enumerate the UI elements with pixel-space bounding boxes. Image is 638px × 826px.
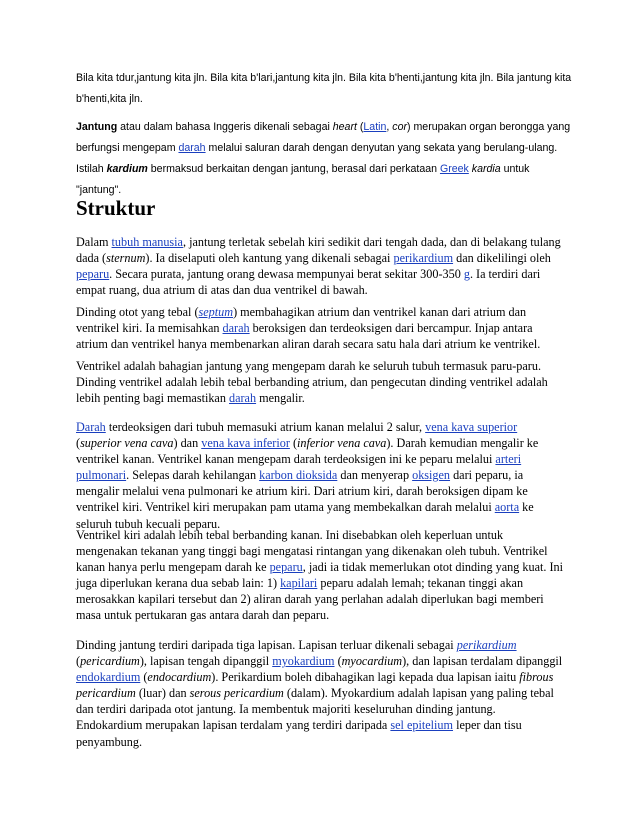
- text: ke seluruh tubuh kecuali peparu.: [76, 500, 534, 531]
- term-pericardium: pericardium: [80, 654, 140, 669]
- link-arteri-pulmonari[interactable]: arteri pulmonari: [76, 452, 522, 483]
- link-karbon-dioksida[interactable]: karbon dioksida: [259, 468, 338, 483]
- text: ) dan: [173, 436, 202, 451]
- link-peparu[interactable]: peparu: [269, 560, 303, 575]
- term-myocardium: myocardium: [341, 654, 403, 669]
- text: , jadi ia tidak memerlukan otot dinding yang kuat. Ini juga diperlukan kerana dua sebab lain: 1): [76, 560, 564, 591]
- link-latin[interactable]: Latin: [363, 121, 387, 133]
- link-darah[interactable]: darah: [222, 321, 250, 336]
- struktur-paragraph-6: [76, 637, 564, 750]
- link-vena-kava-superior[interactable]: vena kava superior: [425, 420, 518, 434]
- link-perikardium[interactable]: perikardium: [393, 251, 454, 266]
- intro-paragraph-1: [76, 68, 576, 110]
- term-heart: heart: [332, 121, 357, 133]
- term-endocardium: endocardium: [147, 670, 212, 685]
- text: dari peparu, ia mengalir melalui vena pulmonari ke atrium kiri. Dari atrium kiri, darah beroksigen dipam ke ventrikel kiri. Ventrikel kiri merupakan pam utama yang membekalkan darah melalui: [76, 468, 528, 515]
- text: peparu adalah lemah; tekanan tinggi akan merosakkan kapilari tersebut dan 2) aliran darah yang perlahan adalah diperlukan bagi memberi masa untuk pertukaran gas antara darah dan peparu.: [76, 576, 544, 623]
- text: ) merupakan organ berongga yang berfungsi mengepam: [76, 121, 571, 154]
- text: melalui saluran darah dengan denyutan yang sekata yang berulang-ulang. Istilah: [76, 142, 558, 175]
- text: ,: [386, 121, 393, 133]
- text: dan dikelilingi oleh: [453, 251, 551, 266]
- text: Dinding jantung terdiri daripada tiga lapisan. Lapisan terluar dikenali sebagai: [76, 638, 457, 652]
- text: (dalam). Myokardium adalah lapisan yang paling tebal dan terdiri daripada otot jantung. Ia membentuk majoriti keseluruhan dinding jantung. Endokardium merupakan lapisan terdalam yang terdiri daripada: [76, 686, 554, 733]
- struktur-paragraph-3: [76, 358, 564, 406]
- term-inferior-vena-cava: inferior vena cava: [297, 436, 387, 451]
- text: atau dalam bahasa Inggeris dikenali sebagai: [117, 121, 333, 133]
- text: ). Darah kemudian mengalir ke ventrikel kanan. Ventrikel kanan mengepam darah terdeoksigen ini ke peparu melalui: [76, 436, 539, 467]
- struktur-paragraph-5: [76, 527, 564, 624]
- intro-text: Bila kita tdur,jantung kita jln. Bila kita b'lari,jantung kita jln. Bila kita b'henti,jantung kita jln. Bila jantung kita b'henti,kita jln.: [76, 72, 572, 105]
- text: Ventrikel kiri adalah lebih tebal berbanding kanan. Ini disebabkan oleh keperluan untuk mengenakan tekanan yang tinggi bagi mengatasi rintangan yang dikenakan oleh tubuh. Ventrikel kanan hanya perlu mengepam darah ke: [76, 528, 548, 575]
- struktur-paragraph-4: [76, 419, 564, 532]
- text: ), lapisan tengah dipanggil: [139, 654, 273, 669]
- intro-paragraph-2: [76, 117, 576, 201]
- text: bermaksud berkaitan dengan jantung, berasal dari perkataan: [147, 163, 440, 175]
- link-darah[interactable]: darah: [229, 391, 257, 406]
- text: (: [356, 121, 364, 133]
- link-perikardium[interactable]: perikardium: [456, 638, 517, 652]
- text: (luar) dan: [135, 686, 190, 701]
- term-kardia: kardia: [471, 163, 501, 175]
- section-heading: Struktur: [76, 196, 156, 220]
- link-aorta[interactable]: aorta: [494, 500, 520, 515]
- link-vena-kava-inferior[interactable]: vena kava inferior: [201, 436, 290, 451]
- text: . Ia terdiri dari empat ruang, dua atrium di atas dan dua ventrikel di bawah.: [76, 267, 541, 298]
- link-sel-epitelium[interactable]: sel epitelium: [390, 718, 454, 733]
- term-jantung: Jantung: [76, 121, 118, 133]
- text: (: [140, 670, 148, 685]
- term-serous-pericardium: serous pericardium: [189, 686, 284, 701]
- text: , jantung terletak sebelah kiri sedikit dari tengah dada, dan di belakang tulang dada (: [76, 235, 561, 266]
- link-greek[interactable]: Greek: [439, 163, 469, 175]
- text: terdeoksigen dari tubuh memasuki atrium kanan melalui 2 salur,: [105, 420, 426, 434]
- link-kapilari[interactable]: kapilari: [280, 576, 318, 591]
- link-septum[interactable]: septum: [198, 305, 234, 319]
- text: beroksigen dan terdeoksigen dari bercampur. Injap antara atrium dan ventrikel hanya membenarkan aliran darah secara satu hala dari atrium ke ventrikel.: [76, 321, 541, 352]
- struktur-paragraph-2: [76, 304, 564, 352]
- link-endokardium[interactable]: endokardium: [76, 670, 141, 685]
- text: untuk "jantung".: [76, 163, 530, 196]
- text: ). Perikardium boleh dibahagikan lagi kepada dua lapisan iaitu: [211, 670, 520, 685]
- link-gram[interactable]: g: [463, 267, 470, 282]
- text: (: [334, 654, 342, 669]
- text: Dalam: [76, 235, 112, 249]
- text: leper dan tisu penyambung.: [76, 718, 522, 749]
- text: (: [76, 654, 81, 669]
- struktur-paragraph-1: [76, 234, 564, 298]
- text: ), dan lapisan terdalam dipanggil: [402, 654, 563, 669]
- link-myokardium[interactable]: myokardium: [272, 654, 335, 669]
- text: (: [76, 436, 81, 451]
- text: Dinding otot yang tebal (: [76, 305, 199, 319]
- term-fibrous-pericardium: fibrous pericardium: [76, 670, 554, 701]
- term-cor: cor: [392, 121, 407, 133]
- link-darah[interactable]: darah: [178, 142, 206, 154]
- term-sternum: sternum: [106, 251, 146, 266]
- text: (: [289, 436, 297, 451]
- link-darah[interactable]: Darah: [76, 420, 106, 434]
- text: Ventrikel adalah bahagian jantung yang mengepam darah ke seluruh tubuh termasuk paru-paru. Dinding ventrikel adalah lebih tebal berbanding atrium, dan pengecutan dinding ventrikel adalah lebih penting bagi memastikan: [76, 359, 548, 406]
- text: mengalir.: [256, 391, 305, 406]
- term-superior-vena-cava: superior vena cava: [80, 436, 174, 451]
- link-tubuh-manusia[interactable]: tubuh manusia: [111, 235, 183, 249]
- text: . Selepas darah kehilangan: [126, 468, 260, 483]
- text: . Secara purata, jantung orang dewasa mempunyai berat sekitar 300-350: [109, 267, 464, 282]
- text: ) membahagikan atrium dan ventrikel kanan dari atrium dan ventrikel kiri. Ia memisahkan: [76, 305, 527, 336]
- link-peparu[interactable]: peparu: [76, 267, 110, 282]
- text: ). Ia diselaputi oleh kantung yang dikenali sebagai: [145, 251, 394, 266]
- term-kardium: kardium: [106, 163, 148, 175]
- link-oksigen[interactable]: oksigen: [412, 468, 451, 483]
- text: dan menyerap: [337, 468, 413, 483]
